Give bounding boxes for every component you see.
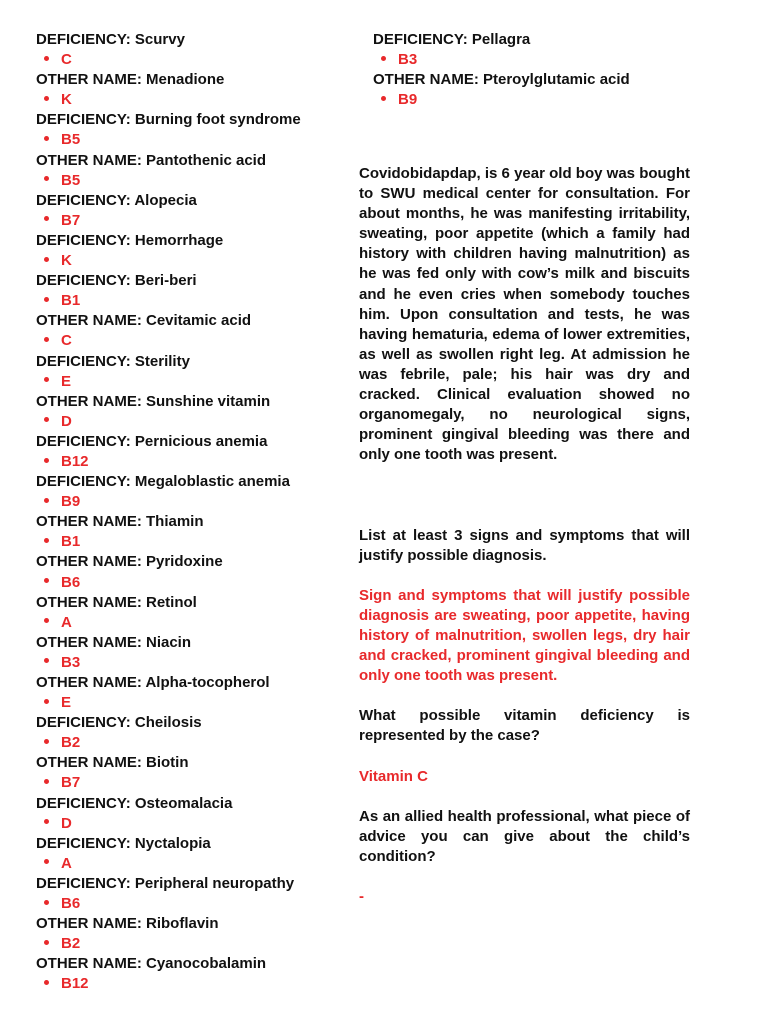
question-item: DEFICIENCY: Sterility (36, 352, 190, 370)
question-item: DEFICIENCY: Peripheral neuropathy (36, 874, 295, 892)
question-item: OTHER NAME: Riboflavin (36, 915, 219, 933)
question-item: DEFICIENCY: Alopecia (36, 191, 197, 209)
answer-bullet: K (36, 251, 336, 271)
answer-bullet: C (36, 50, 336, 70)
answer-bullet: B5 (36, 130, 336, 150)
question-item: OTHER NAME: Niacin (36, 633, 192, 651)
answer-bullet: B1 (36, 291, 336, 311)
question-item: OTHER NAME: Thiamin (36, 513, 204, 531)
answer-1: Sign and symptoms that will justify possible diagnosis are sweating, poor appetite, having history of malnutrition, swollen legs, dry hair and cracked, prominent gingival bleeding and only one tooth was present. (359, 587, 690, 685)
answer-bullet: D (36, 814, 336, 834)
question-2: What possible vitamin deficiency is represented by the case? (359, 707, 690, 745)
answer-bullet: B7 (36, 211, 336, 231)
question-item: DEFICIENCY: Hemorrhage (36, 231, 224, 249)
question-item: OTHER NAME: Biotin (36, 754, 189, 772)
left-column (36, 30, 336, 995)
question-item: OTHER NAME: Sunshine vitamin (36, 392, 271, 410)
answer-bullet: K (36, 90, 336, 110)
answer-2: Vitamin C (359, 768, 428, 785)
answer-bullet: B1 (36, 532, 336, 552)
question-item: DEFICIENCY: Pernicious anemia (36, 432, 268, 450)
answer-bullet: B12 (36, 974, 336, 994)
answer-bullet: B5 (36, 171, 336, 191)
answer-bullet: B9 (373, 90, 713, 110)
question-item: DEFICIENCY: Nyctalopia (36, 834, 211, 852)
question-item: DEFICIENCY: Burning foot syndrome (36, 111, 301, 129)
question-item: OTHER NAME: Pteroylglutamic acid (373, 71, 630, 89)
question-item: OTHER NAME: Retinol (36, 593, 197, 611)
question-item: OTHER NAME: Cevitamic acid (36, 312, 252, 330)
question-item: DEFICIENCY: Osteomalacia (36, 794, 233, 812)
question-item: DEFICIENCY: Megaloblastic anemia (36, 473, 290, 491)
question-3: As an allied health professional, what piece of advice you can give about the child’s condition? (359, 808, 690, 866)
question-item: OTHER NAME: Menadione (36, 71, 225, 89)
question-item: DEFICIENCY: Beri-beri (36, 272, 197, 290)
answer-bullet: B7 (36, 773, 336, 793)
answer-bullet: B2 (36, 733, 336, 753)
answer-bullet: B9 (36, 492, 336, 512)
answer-bullet: B2 (36, 934, 336, 954)
answer-bullet: B6 (36, 573, 336, 593)
case-scenario: Covidobidapdap, is 6 year old boy was bought to SWU medical center for consultation. For about months, he was manifesting irritability, sweating, poor appetite (which a family had history with children having malnutrition) as he was fed only with cow’s milk and biscuits and he even cries when somebody touches him. Upon consultation and tests, he was having hematuria, edema of lower extremities, as well as swollen right leg. At admission he was febrile, pale; his hair was dry and cracked. Clinical evaluation showed no organomegaly, no neurological signs, prominent gingival bleeding was there and only one tooth was present. (359, 165, 690, 464)
question-item: OTHER NAME: Pyridoxine (36, 553, 223, 571)
question-item: OTHER NAME: Pantothenic acid (36, 151, 267, 169)
answer-bullet: B3 (373, 50, 713, 70)
answer-bullet: C (36, 331, 336, 351)
right-column-list (373, 30, 713, 110)
answer-bullet: D (36, 412, 336, 432)
answer-bullet: E (36, 372, 336, 392)
answer-bullet: B6 (36, 894, 336, 914)
answer-bullet: A (36, 613, 336, 633)
question-item: OTHER NAME: Cyanocobalamin (36, 955, 267, 973)
answer-bullet: B12 (36, 452, 336, 472)
answer-bullet: A (36, 854, 336, 874)
answer-bullet: B3 (36, 653, 336, 673)
question-item: OTHER NAME: Alpha-tocopherol (36, 674, 270, 691)
question-item: DEFICIENCY: Pellagra (373, 31, 531, 48)
question-item: DEFICIENCY: Scurvy (36, 31, 185, 48)
question-item: DEFICIENCY: Cheilosis (36, 714, 202, 732)
answer-3: - (359, 888, 364, 905)
answer-bullet: E (36, 693, 336, 713)
question-1: List at least 3 signs and symptoms that will justify possible diagnosis. (359, 527, 690, 565)
